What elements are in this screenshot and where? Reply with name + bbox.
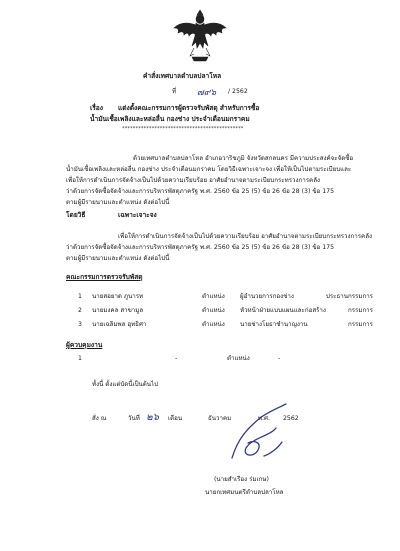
- garuda-emblem-icon: [170, 6, 230, 66]
- method-value: เฉพาะเจาะจง: [118, 211, 157, 219]
- member-role: กรรมการ: [347, 321, 373, 328]
- member-name: นายมงคล สาขามูล: [92, 307, 144, 314]
- member-name: นายเฉลิมพล อุทธิศา: [92, 321, 147, 328]
- body-p2-line-3: ตามผู้มีรายนามและตำแหน่ง ดังต่อไปนี้: [66, 255, 170, 262]
- year-label: พ.ศ.: [258, 415, 270, 422]
- signer-title: นายกเทศมนตรีตำบลปลาโหล: [205, 489, 284, 496]
- separator-stars: *********************************************: [122, 126, 244, 132]
- member-position-label: ตำแหน่ง: [202, 321, 225, 328]
- member-no: 3: [78, 321, 82, 328]
- signature-mark: [218, 398, 298, 468]
- member-position: นายช่างโยธาชำนาญงาน: [240, 321, 308, 328]
- member-position: หัวหน้าฝ่ายแบบแผนและก่อสร้าง: [240, 307, 326, 314]
- member-position-label: ตำแหน่ง: [202, 293, 225, 300]
- member-position: ผู้อำนวยการกองช่าง: [240, 293, 294, 300]
- order-number-value: ๗๙๖: [197, 88, 217, 98]
- day-value: ๒๖: [146, 412, 159, 423]
- body-p2-line-2: ว่าด้วยการจัดซื้อจัดจ้างและการบริหารพัสดุภาครัฐ พ.ศ. 2560 ข้อ 25 (5) ข้อ 26 ข้อ 28 (3) ข้อ 175: [66, 244, 335, 251]
- signer-name: (นายสำเรือง ร่มเกษ): [214, 476, 269, 483]
- order-title: คำสั่งเทศบาลตำบลปลาโหล: [143, 72, 222, 80]
- supervisor-position-label: ตำแหน่ง: [227, 355, 250, 362]
- body-p1-line-5: ตามผู้มีรายนามและตำแหน่ง ดังต่อไปนี้: [66, 199, 170, 206]
- supervisor-heading: ผู้ควบคุมงาน: [66, 341, 103, 349]
- member-name: นายสอยาด ภูนารท: [92, 293, 144, 300]
- body-p1-line-1: ด้วยเทศบาลตำบลปลาโหล อำเภอวาริชภูมิ จังหวัดสกลนคร มีความประสงค์จะจัดซื้อ: [133, 155, 354, 162]
- subject-line-2: น้ำมันเชื้อเพลิงและหล่อลื่น กองช่าง ประจำเดือนมกราคม: [90, 115, 250, 123]
- subject-line-1: แต่งตั้งคณะกรรมการผู้ตรวจรับพัสดุ สำหรับการซื้อ: [118, 104, 260, 112]
- year-value: 2562: [283, 415, 299, 422]
- committee-heading: คณะกรรมการตรวจรับพัสดุ: [66, 273, 143, 281]
- month-label: เดือน: [168, 415, 183, 422]
- supervisor-no: 1: [78, 355, 82, 362]
- member-no: 2: [78, 307, 82, 314]
- closing-text: ทั้งนี้ ตั้งแต่บัดนี้เป็นต้นไป: [92, 381, 159, 388]
- body-p1-line-2: น้ำมันเชื้อเพลิงและหล่อลื่น กองช่าง ประจำเดือนมกราคม โดยวิธีเฉพาะเจาะจง เพื่อให้เป็นไปตามระเบียบและ: [66, 166, 352, 173]
- subject-label: เรื่อง: [90, 104, 103, 112]
- month-value: ธันวาคม: [208, 415, 232, 422]
- order-year: / 2562: [228, 88, 248, 95]
- member-no: 1: [78, 293, 82, 300]
- body-p1-line-4: ว่าด้วยการจัดซื้อจัดจ้างและการบริหารพัสดุภาครัฐ พ.ศ. 2560 ข้อ 25 (5) ข้อ 26 ข้อ 28 (3) ข้อ 175: [66, 188, 335, 195]
- supervisor-position-value: -: [278, 355, 281, 362]
- member-position-label: ตำแหน่ง: [202, 307, 225, 314]
- member-role: ประธานกรรมการ: [325, 293, 373, 300]
- order-number-label: ที่: [172, 88, 177, 95]
- method-label: โดยวิธี: [66, 211, 86, 219]
- body-p2-line-1: เพื่อให้การดำเนินการจัดจ้างเป็นไปด้วยความเรียบร้อย อาศัยอำนาจตามระเบียบกระทรวงการคลัง: [118, 233, 373, 240]
- body-p1-line-3: เพื่อให้การดำเนินการจัดจ้างเป็นไปด้วยความเรียบร้อย อาศัยอำนาจตามระเบียบกระทรวงการคลัง: [66, 177, 321, 184]
- member-role: กรรมการ: [347, 307, 373, 314]
- supervisor-name: -: [175, 355, 178, 362]
- day-label: วันที่: [128, 415, 140, 422]
- ordered-at-label: สั่ง ณ: [92, 415, 107, 422]
